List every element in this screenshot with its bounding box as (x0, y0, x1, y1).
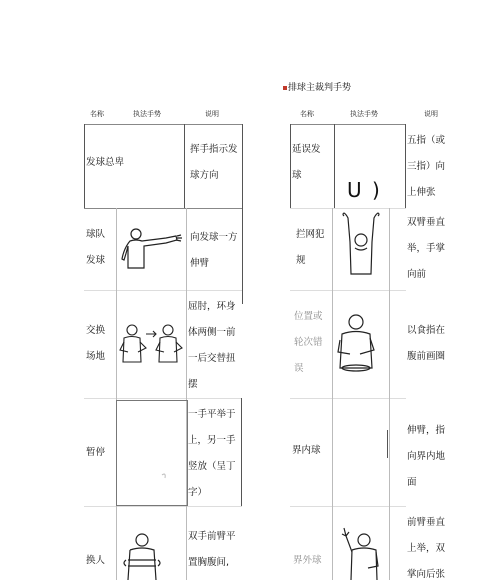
desc-line: 一手平举于 (188, 409, 236, 420)
header-name-right: 名称 (300, 110, 314, 118)
column-border (241, 398, 242, 506)
desc-cell (190, 137, 238, 189)
column-border (332, 208, 333, 580)
desc-cell (407, 318, 445, 370)
name-cell (86, 318, 105, 370)
column-border (334, 124, 335, 208)
desc-cell (190, 225, 238, 277)
desc-line: 以食指在 (407, 325, 446, 336)
desc-line: 上，另一手 (188, 435, 236, 446)
name-cell (292, 137, 321, 189)
desc-line: 双手前臂平 (188, 531, 236, 542)
column-border (389, 208, 390, 580)
name-line: 暂停 (86, 447, 106, 458)
desc-line: 上伸张 (407, 187, 436, 198)
row-border (84, 124, 242, 125)
name-cell (86, 222, 105, 274)
column-border (186, 208, 187, 580)
desc-line: 竖放（呈丁 (188, 461, 236, 472)
switch-courts-gesture-figure (118, 320, 186, 368)
desc-line: 三指）向 (407, 161, 446, 172)
name-line: 发球总卑 (86, 157, 125, 168)
desc-line: 前臂垂直 (407, 517, 446, 528)
row-border (84, 290, 242, 291)
name-line: 场地 (86, 351, 106, 362)
desc-line: 上举，双 (407, 543, 446, 554)
name-line: 误 (294, 363, 304, 374)
name-cell (293, 548, 322, 574)
desc-cell (407, 510, 445, 588)
serve-gesture-figure (118, 218, 184, 274)
desc-line: 面 (407, 477, 417, 488)
desc-line: 举，手掌 (407, 243, 446, 254)
desc-line: 双臂垂直 (407, 217, 446, 228)
column-border (405, 124, 406, 208)
desc-line: 腹前画圈 (407, 351, 446, 362)
ball-out-gesture-figure (340, 526, 386, 580)
desc-line: 向前 (407, 269, 427, 280)
header-gesture-right: 执法手势 (350, 110, 378, 118)
column-border (116, 208, 117, 580)
name-cell (292, 438, 321, 464)
desc-line: 屈肘，环身 (188, 301, 236, 312)
ball-in-gesture-mark (387, 430, 388, 458)
desc-line: 字） (188, 487, 208, 498)
desc-cell (188, 402, 236, 506)
desc-cell (407, 128, 445, 206)
bullet-mark (283, 86, 287, 90)
name-line: 交换 (86, 325, 106, 336)
row-border (290, 124, 406, 125)
document-title-text: 排球主裁判手势 (288, 83, 352, 93)
name-line: 界内球 (292, 445, 321, 456)
timeout-gesture-image (116, 400, 188, 506)
desc-line: 一后交替扭 (188, 353, 236, 364)
name-line: 轮次错 (294, 337, 323, 348)
name-line: 换人 (86, 555, 106, 566)
name-line: 球 (292, 170, 302, 181)
desc-line: 挥手指示发 (190, 144, 238, 155)
header-gesture-left: 执法手势 (133, 110, 161, 118)
substitution-gesture-figure (120, 530, 166, 580)
block-fault-gesture-figure (336, 212, 386, 282)
name-line: 延误发 (292, 144, 321, 155)
name-cell (86, 150, 124, 176)
desc-line: 掌向后张 (407, 569, 446, 580)
desc-cell (188, 524, 236, 576)
name-cell (294, 304, 323, 382)
document-title (283, 80, 351, 93)
position-fault-gesture-figure (334, 310, 380, 374)
desc-line: 摆 (188, 379, 198, 390)
name-line: 界外球 (293, 555, 322, 566)
name-line: 球队 (86, 229, 106, 240)
desc-line: 伸臂 (190, 258, 210, 269)
column-border (84, 124, 85, 208)
name-line: 发球 (86, 255, 106, 266)
column-border (184, 124, 185, 208)
row-border (84, 506, 242, 507)
desc-line: 五指（或 (407, 135, 446, 146)
desc-line: 置胸腹间, (188, 557, 230, 568)
name-line: 规 (296, 255, 306, 266)
desc-cell (407, 418, 445, 496)
delay-serve-gesture-glyph: U ) (347, 178, 382, 202)
desc-line: 伸臂，指 (407, 425, 446, 436)
column-border (242, 124, 243, 304)
header-desc-left: 说明 (205, 110, 219, 118)
name-cell (296, 222, 325, 274)
header-name-left: 名称 (90, 110, 104, 118)
desc-line: 球方向 (190, 170, 219, 181)
row-border (84, 398, 242, 399)
desc-line: 向界内地 (407, 451, 446, 462)
name-cell (86, 440, 105, 466)
desc-cell (407, 210, 445, 288)
header-desc-right: 说明 (424, 110, 438, 118)
desc-line: 向发球一方 (190, 232, 238, 243)
name-cell (86, 548, 105, 574)
column-border (290, 124, 291, 208)
desc-cell (188, 294, 236, 398)
row-border (84, 208, 242, 209)
desc-line: 体两侧一前 (188, 327, 236, 338)
name-line: 拦网犯 (296, 229, 325, 240)
name-line: 位置或 (294, 311, 323, 322)
